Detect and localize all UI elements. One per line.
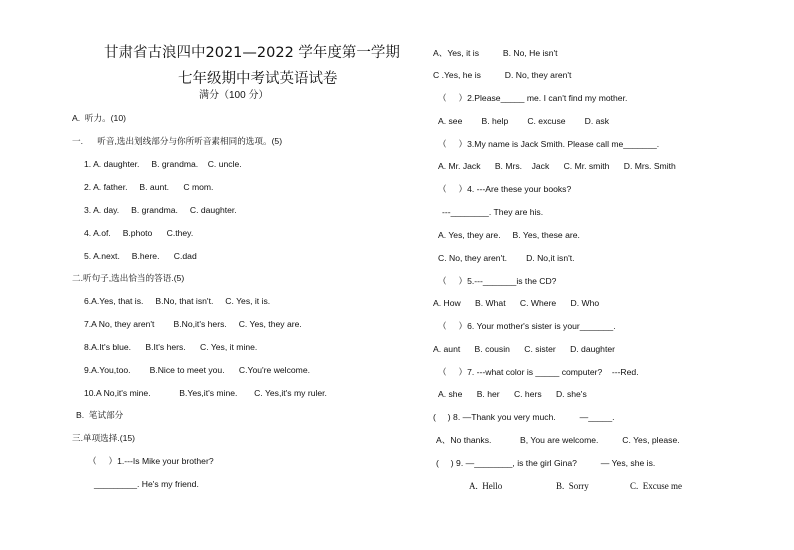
q4-blank: ---________. They are his. [442, 207, 544, 217]
q9-option-c: C. Excuse me [630, 481, 682, 491]
part2-heading: 二.听句子,选出恰当的答语.(5) [72, 273, 185, 283]
list-item: 9.A.You,too. B.Nice to meet you. C.You're welcome. [84, 365, 310, 375]
question-3: （ ）3.My name is Jack Smith. Please call me_______. [438, 139, 660, 149]
question-1-blank: _________. He's my friend. [94, 479, 199, 489]
q4-options-ab: A. Yes, they are. B. Yes, these are. [438, 230, 580, 240]
question-5: （ ）5.---_______is the CD? [438, 276, 557, 286]
question-1: （ ）1.---Is Mike your brother? [88, 456, 214, 466]
list-item: 4. A.of. B.photo C.they. [84, 228, 194, 238]
question-4: （ ）4. ---Are these your books? [438, 184, 572, 194]
question-9: ( ) 9. —________, is the girl Gina? — Yes, she is. [436, 458, 656, 468]
section-b-written: B. 笔试部分 [76, 410, 124, 420]
list-item: 7.A No, they aren't B.No,it's hers. C. Yes, they are. [84, 319, 302, 329]
q5-options: A. How B. What C. Where D. Who [433, 298, 600, 308]
list-item: 1. A. daughter. B. grandma. C. uncle. [84, 159, 242, 169]
question-6: （ ）6. Your mother's sister is your_______. [438, 321, 616, 331]
q1-options-ab: A、Yes, it is B. No, He isn't [433, 48, 558, 58]
list-item: 8.A.It's blue. B.It's hers. C. Yes, it mine. [84, 342, 258, 352]
list-item: 2. A. father. B. aunt. C mom. [84, 182, 214, 192]
part1-heading: 一. 听音,选出划线部分与你所听音素相同的选项。(5) [72, 136, 283, 146]
total-score: 满分（100 分） [199, 90, 269, 101]
q2-options: A. see B. help C. excuse D. ask [438, 116, 609, 126]
list-item: 3. A. day. B. grandma. C. daughter. [84, 205, 237, 215]
q8-options: A、No thanks. B, You are welcome. C. Yes, please. [436, 435, 680, 445]
exam-title-line2: 七年级期中考试英语试卷 [178, 71, 338, 87]
list-item: 6.A.Yes, that is. B.No, that isn't. C. Yes, it is. [84, 296, 271, 306]
q4-options-cd: C. No, they aren't. D. No,it isn't. [438, 253, 575, 263]
list-item: 5. A.next. B.here. C.dad [84, 251, 197, 261]
question-8: ( ) 8. —Thank you very much. —_____. [433, 412, 615, 422]
q7-options: A. she B. her C. hers D. she's [438, 389, 587, 399]
q9-option-a: A. Hello [469, 481, 503, 491]
q1-options-cd: C .Yes, he is D. No, they aren't [433, 70, 572, 80]
q6-options: A. aunt B. cousin C. sister D. daughter [433, 344, 615, 354]
section-a-listening: A. 听力。(10) [72, 113, 126, 123]
question-7: （ ）7. ---what color is _____ computer? ---Red. [438, 367, 639, 377]
part3-heading: 三.单项选择.(15) [72, 433, 136, 443]
exam-title-line1: 甘肃省古浪四中2021—2022 学年度第一学期 [104, 45, 400, 61]
list-item: 10.A No,it's mine. B.Yes,it's mine. C. Yes,it's my ruler. [84, 388, 327, 398]
question-2: （ ）2.Please_____ me. I can't find my mother. [438, 93, 628, 103]
q3-options: A. Mr. Jack B. Mrs. Jack C. Mr. smith D. Mrs. Smith [438, 161, 676, 171]
q9-option-b: B. Sorry [556, 481, 589, 491]
